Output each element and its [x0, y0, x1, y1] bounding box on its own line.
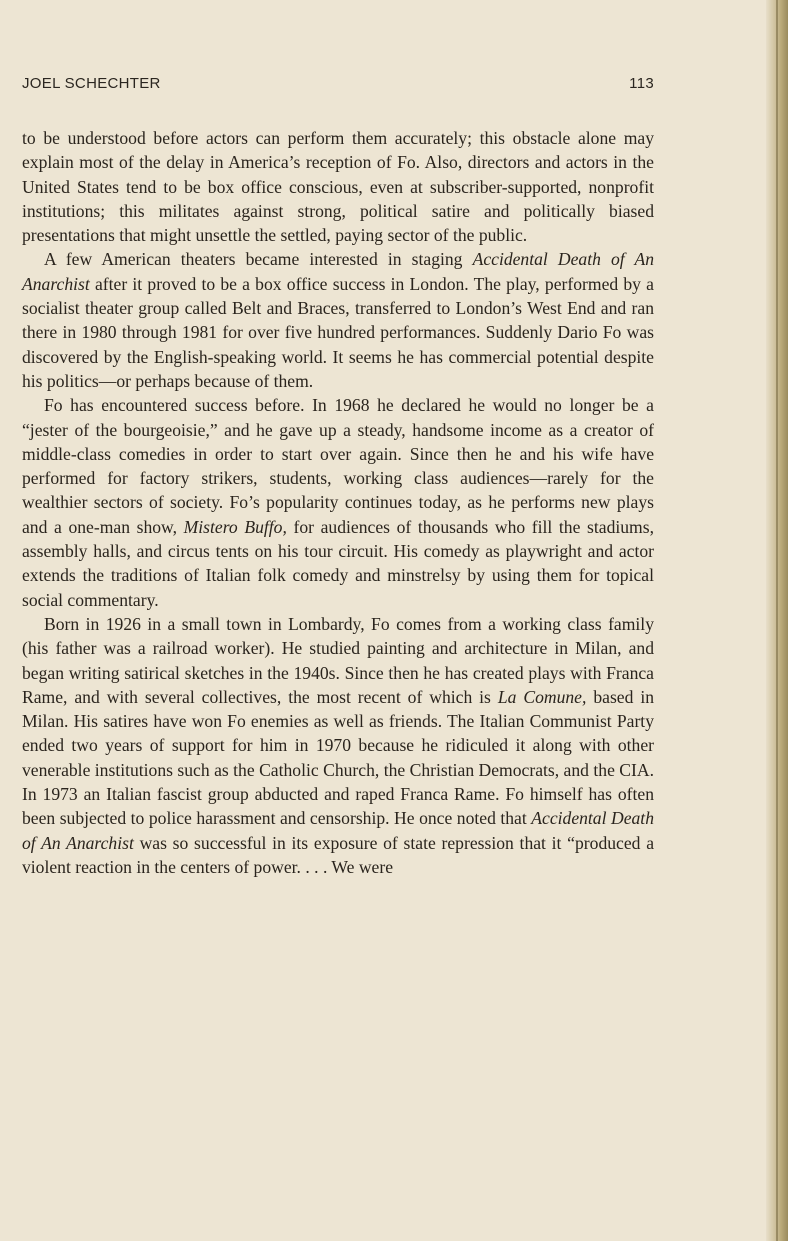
paragraph-3-text-a: Fo has encountered success before. In 1968 he declared he would no longer be a “jester of the bourgeoisie,” and he gave up a steady, handsome income as a creator of middle-class comedies in order to start over again. Since then he and his wife have performed for factory strikers, students, working class audiences—rarely for the wealthier sectors of society. Fo’s popularity continues today, as he performs new plays and a one-man show,	[22, 395, 654, 537]
collective-name: La Comune,	[497, 686, 587, 707]
paragraph-4-text-c: was so successful in its exposure of state repression that it “produced a violent reaction in the centers of power. . . . We were	[22, 832, 654, 877]
page-number: 113	[629, 75, 654, 92]
running-head	[22, 75, 654, 97]
paragraph-4-text-a: Born in 1926 in a small town in Lombardy, Fo comes from a working class family (his father was a railroad worker). He studied painting and architecture in Milan, and began writing satirical sketches in the 1940s. Since then he has created plays with Franca Rame, and with several collectives, the most recent of which is	[22, 613, 654, 707]
paragraph-2	[22, 247, 654, 393]
paragraph-4	[22, 612, 654, 879]
paragraph-2-text-a: A few American theaters became interested in staging	[44, 249, 473, 270]
show-title: Mistero Buffo,	[183, 516, 287, 537]
play-title-2: Accidental Death of An Anarchist	[22, 808, 654, 853]
paragraph-3-text-b: for audiences of thousands who fill the stadiums, assembly halls, and circus tents on his tour circuit. His comedy as playwright and actor extends the traditions of Italian folk comedy and minstrelsy by using them for topical social commentary.	[22, 516, 654, 610]
paragraph-4-text-b: based in Milan. His satires have won Fo enemies as well as friends. The Italian Communist Party ended two years of support for him in 1970 because he ridiculed it along with other venerable institutions such as the Catholic Church, the Christian Democrats, and the CIA. In 1973 an Italian fascist group abducted and raped Franca Rame. Fo himself has often been subjected to police harassment and censorship. He once noted that	[22, 686, 655, 829]
page-edge-line	[776, 0, 778, 1241]
body-text	[22, 126, 654, 879]
paragraph-3	[22, 393, 654, 612]
paragraph-2-text-b: after it proved to be a box office success in London. The play, performed by a socialist theater group called Belt and Braces, transferred to London’s West End and ran there in 1980 through 1981 for over five hundred performances. Suddenly Dario Fo was discovered by the English-speaking world. It seems he has commercial potential despite his politics—or perhaps because of them.	[22, 273, 654, 391]
paragraph-1-text: to be understood before actors can perform them accurately; this obstacle alone may explain most of the delay in America’s reception of Fo. Also, directors and actors in the United States tend to be box office conscious, even at subscriber-supported, nonprofit institutions; this militates against strong, political satire and politically biased presentations that might unsettle the settled, paying sector of the public.	[22, 128, 654, 246]
play-title: Accidental Death of An Anarchist	[22, 249, 654, 294]
paragraph-1	[22, 126, 654, 247]
running-head-author: JOEL SCHECHTER	[22, 75, 161, 92]
